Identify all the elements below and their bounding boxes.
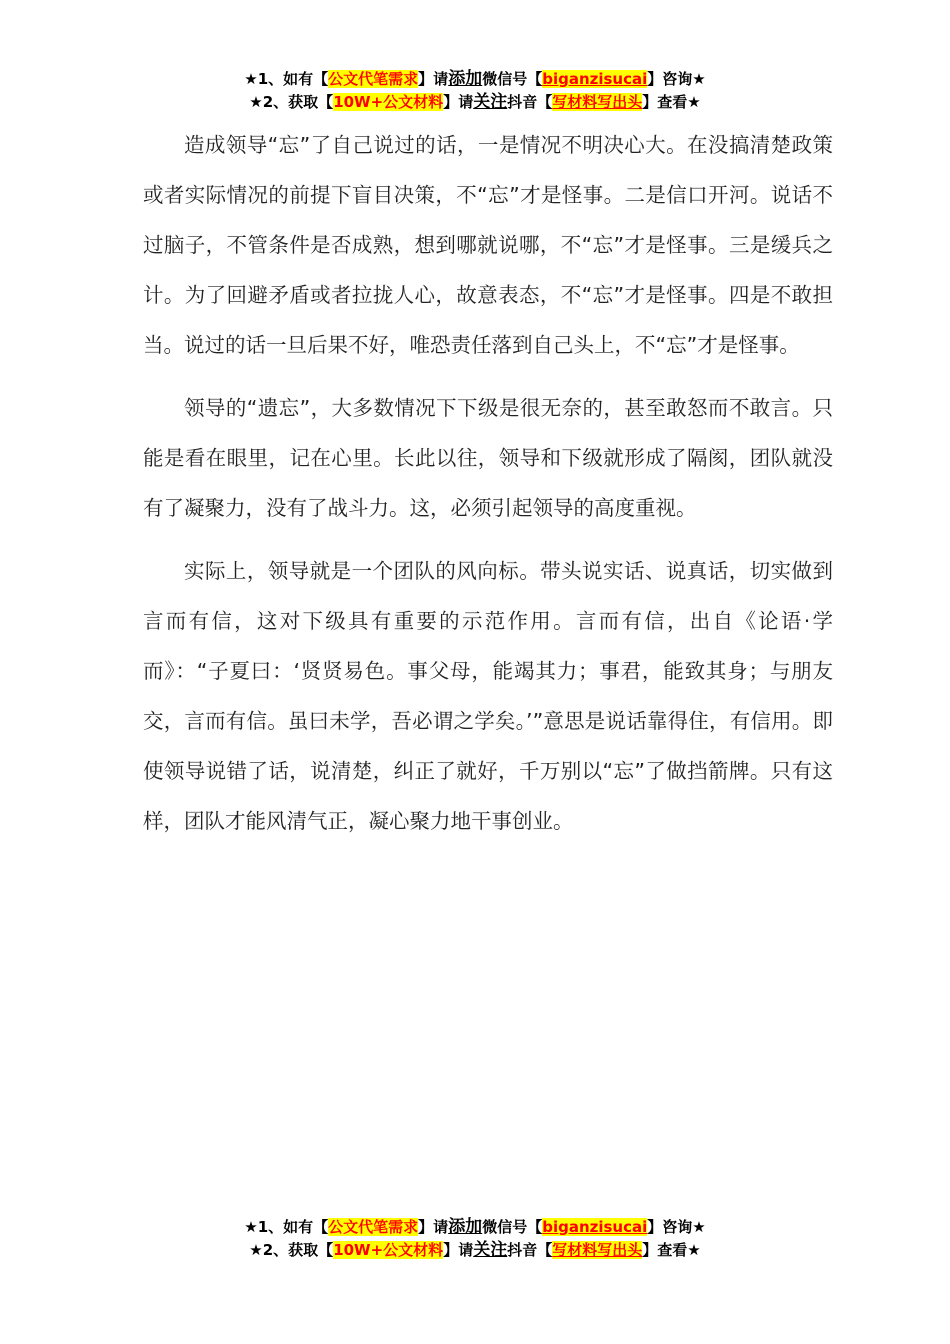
header-line-1 <box>0 68 950 91</box>
header-line-1-prefix: ★1、如有【 <box>244 70 329 88</box>
header-line-2-suffix: 】查看★ <box>642 93 701 111</box>
footer-wechat-id-link[interactable]: biganzisucai <box>542 1218 648 1236</box>
footer-highlight-materials: 10W+公文材料 <box>333 1241 444 1259</box>
footer-line-1-suffix: 】咨询★ <box>647 1218 706 1236</box>
footer-douyin-account-link[interactable]: 写材料写出头 <box>552 1241 643 1259</box>
header-line-1-mid2: 微信号【 <box>482 70 543 88</box>
header-line-2-emphasis: 关注 <box>473 92 508 112</box>
footer-banner <box>0 1216 950 1262</box>
header-line-1-mid: 】请 <box>418 70 449 88</box>
footer-highlight-ghostwriting: 公文代笔需求 <box>328 1218 419 1236</box>
header-line-2-mid2: 抖音【 <box>507 93 553 111</box>
footer-line-1-mid: 】请 <box>418 1218 449 1236</box>
paragraph-1: 造成领导“忘”了自己说过的话，一是情况不明决心大。在没搞清楚政策或者实际情况的前提下盲目决策，不“忘”才是怪事。二是信口开河。说话不过脑子，不管条件是否成熟，想到哪就说哪，不“忘”才是怪事。三是缓兵之计。为了回避矛盾或者拉拢人心，故意表态，不“忘”才是怪事。四是不敢担当。说过的话一旦后果不好，唯恐责任落到自己头上，不“忘”才是怪事。 <box>143 133 833 357</box>
footer-line-2-mid2: 抖音【 <box>507 1241 553 1259</box>
header-line-2-prefix: ★2、获取【 <box>249 93 334 111</box>
header-line-2-mid: 】请 <box>443 93 474 111</box>
header-line-2 <box>0 91 950 114</box>
footer-line-1-mid2: 微信号【 <box>482 1218 543 1236</box>
footer-line-2-prefix: ★2、获取【 <box>249 1241 334 1259</box>
footer-line-2-mid: 】请 <box>443 1241 474 1259</box>
highlight-ghostwriting: 公文代笔需求 <box>328 70 419 88</box>
footer-line-2-suffix: 】查看★ <box>642 1241 701 1259</box>
article-body <box>143 120 833 859</box>
footer-line-2-emphasis: 关注 <box>473 1240 508 1260</box>
footer-line-1-prefix: ★1、如有【 <box>244 1218 329 1236</box>
highlight-materials: 10W+公文材料 <box>333 93 444 111</box>
douyin-account-link[interactable]: 写材料写出头 <box>552 93 643 111</box>
wechat-id-link[interactable]: biganzisucai <box>542 70 648 88</box>
header-line-1-emphasis: 添加 <box>448 69 483 89</box>
paragraph-2: 领导的“遗忘”，大多数情况下下级是很无奈的，甚至敢怒而不敢言。只能是看在眼里，记在心里。长此以往，领导和下级就形成了隔阂，团队就没有了凝聚力，没有了战斗力。这，必须引起领导的高度重视。 <box>143 396 833 520</box>
footer-line-2 <box>0 1239 950 1262</box>
paragraph-3: 实际上，领导就是一个团队的风向标。带头说实话、说真话，切实做到言而有信，这对下级具有重要的示范作用。言而有信，出自《论语·学而》：“子夏曰：‘贤贤易色。事父母，能竭其力；事君，能致其身；与朋友交，言而有信。虽曰未学，吾必谓之学矣。’”意思是说话靠得住，有信用。即使领导说错了话，说清楚，纠正了就好，千万别以“忘”了做挡箭牌。只有这样，团队才能风清气正，凝心聚力地干事创业。 <box>143 559 833 833</box>
header-line-1-suffix: 】咨询★ <box>647 70 706 88</box>
footer-line-1-emphasis: 添加 <box>448 1217 483 1237</box>
footer-line-1 <box>0 1216 950 1239</box>
header-banner <box>0 68 950 114</box>
